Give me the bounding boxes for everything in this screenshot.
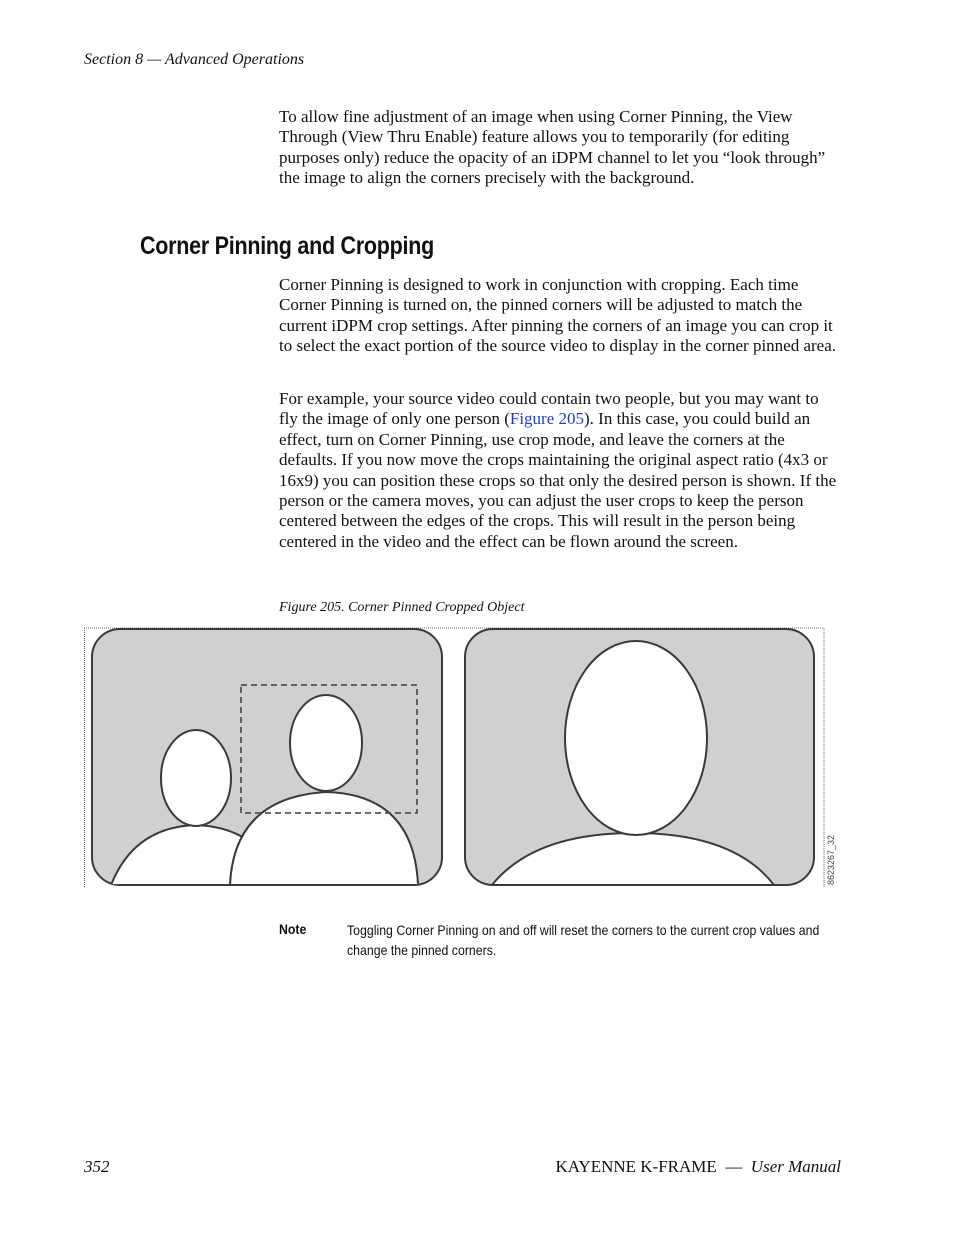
person-left-head bbox=[161, 730, 231, 826]
note-text: Toggling Corner Pinning on and off will reset the corners to the current crop values and change the pinned corners. bbox=[347, 922, 820, 958]
section-heading: Corner Pinning and Cropping bbox=[140, 232, 435, 260]
intro-paragraph: To allow fine adjustment of an image when using Corner Pinning, the View Through (View Thru Enable) feature allows you to temporarily (for editing purposes only) reduce the opacity of an iDPM channel to let you “look through” the image to align the corners precisely with the background. bbox=[279, 107, 826, 188]
person-right-head bbox=[290, 695, 362, 791]
person-enlarged-head bbox=[565, 641, 707, 835]
page-number: 352 bbox=[84, 1157, 110, 1176]
footer-title: KAYENNE K-FRAME bbox=[555, 1157, 717, 1176]
running-footer bbox=[555, 1157, 841, 1177]
figure-caption: Figure 205. Corner Pinned Cropped Object bbox=[279, 600, 525, 615]
footer-subtitle: User Manual bbox=[750, 1157, 841, 1176]
note-label: Note bbox=[279, 921, 307, 937]
paragraph-2-before: For example, your source video could contain two people, but you may want to fly the image of only one person ( bbox=[279, 389, 819, 429]
figure-id-label: 8623267_32 bbox=[826, 834, 836, 885]
source-video-panel bbox=[92, 629, 442, 885]
cropped-result-panel bbox=[465, 629, 814, 885]
running-header: Section 8 — Advanced Operations bbox=[84, 51, 305, 68]
footer-separator: — bbox=[725, 1157, 743, 1176]
body-paragraph-2 bbox=[279, 389, 841, 552]
corner-pinned-cropped-object-figure bbox=[84, 627, 840, 889]
paragraph-2-after: ). In this case, you could build an effect, turn on Corner Pinning, use crop mode, and leave the corners at the defaults. If you now move the crops maintaining the original aspect ratio (4x3 or 16x9) you can position these crops so that only the desired person is shown. If the person or the camera moves, you can adjust the user crops to keep the person centered between the edges of the crops. This will result in the person being centered in the video and the effect can be flown around the screen. bbox=[279, 409, 837, 551]
body-paragraph-1: Corner Pinning is designed to work in conjunction with cropping. Each time Corner Pinning is turned on, the pinned corners will be adjusted to match the current iDPM crop settings. After pinning the corners of an image you can crop it to select the exact portion of the source video to display in the corner pinned area. bbox=[279, 275, 837, 356]
figure-205-link[interactable]: Figure 205 bbox=[509, 409, 584, 429]
